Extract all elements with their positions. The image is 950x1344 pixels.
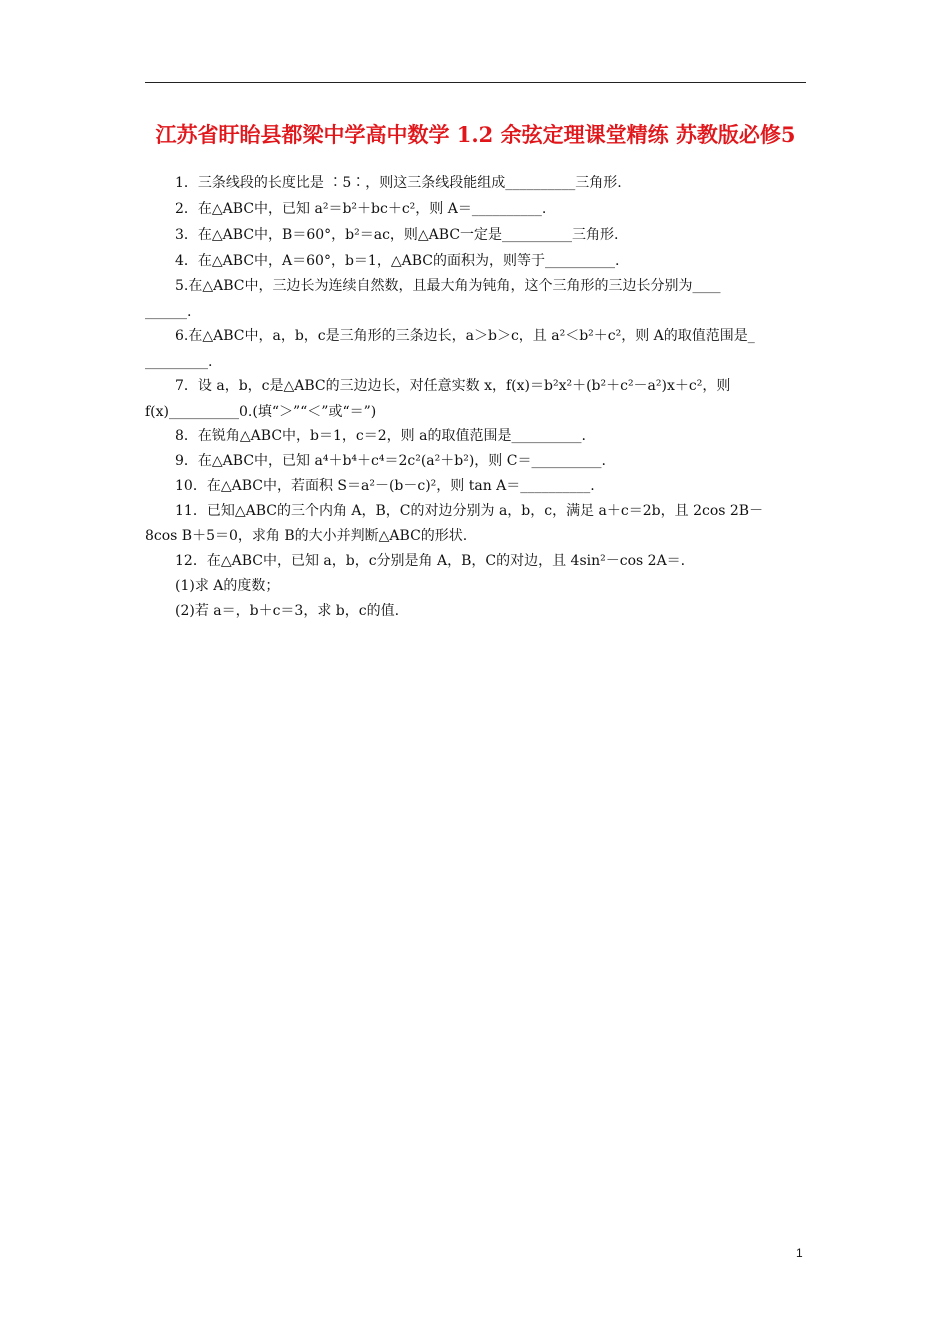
problem-12-part-2: (2)若 a＝，b＋c＝3，求 b，c的值. bbox=[175, 603, 400, 619]
problem-6-line-2: _________. bbox=[145, 354, 213, 370]
page-number: 1 bbox=[796, 1246, 803, 1260]
document-title: 江苏省盱眙县都梁中学高中数学 1.2 余弦定理课堂精练 苏教版必修5 bbox=[155, 122, 796, 147]
problem-4: 4．在△ABC中，A＝60°，b＝1，△ABC的面积为，则等于__________. bbox=[175, 253, 620, 269]
problem-8: 8．在锐角△ABC中，b＝1，c＝2，则 a的取值范围是__________. bbox=[175, 428, 586, 444]
problem-9: 9．在△ABC中，已知 a⁴＋b⁴＋c⁴＝2c²(a²＋b²)，则 C＝__________. bbox=[175, 453, 606, 469]
problem-6-line-1: 6.在△ABC中，a，b，c是三角形的三条边长，a＞b＞c，且 a²＜b²＋c²，则 A的取值范围是_ bbox=[175, 328, 755, 344]
problem-12: 12．在△ABC中，已知 a，b，c分别是角 A，B，C的对边，且 4sin²－cos 2A＝. bbox=[175, 553, 686, 569]
problem-3: 3．在△ABC中，B＝60°，b²＝ac，则△ABC一定是__________三角形. bbox=[175, 227, 619, 243]
problem-1: 1．三条线段的长度比是 ∶5∶，则这三条线段能组成__________三角形. bbox=[175, 175, 622, 191]
problem-7-line-1: 7．设 a，b，c是△ABC的三边边长，对任意实数 x，f(x)＝b²x²＋(b²＋c²－a²)x＋c²，则 bbox=[175, 378, 731, 394]
problem-10: 10．在△ABC中，若面积 S＝a²－(b－c)²，则 tan A＝__________. bbox=[175, 478, 595, 494]
problem-2: 2．在△ABC中，已知 a²＝b²＋bc＋c²，则 A＝__________. bbox=[175, 201, 547, 217]
problem-11-line-1: 11．已知△ABC的三个内角 A，B，C的对边分别为 a，b，c，满足 a＋c＝2b，且 2cos 2B－ bbox=[175, 503, 764, 519]
problem-5-line-2: ______. bbox=[145, 304, 192, 320]
header-rule bbox=[145, 82, 806, 83]
problem-5-line-1: 5.在△ABC中，三边长为连续自然数，且最大角为钝角，这个三角形的三边长分别为____ bbox=[175, 278, 721, 294]
problem-7-line-2: f(x)__________0.(填“＞”“＜”或“＝”) bbox=[145, 404, 377, 420]
problem-12-part-1: (1)求 A的度数； bbox=[175, 578, 280, 594]
problem-11-line-2: 8cos B＋5＝0，求角 B的大小并判断△ABC的形状. bbox=[145, 528, 468, 544]
